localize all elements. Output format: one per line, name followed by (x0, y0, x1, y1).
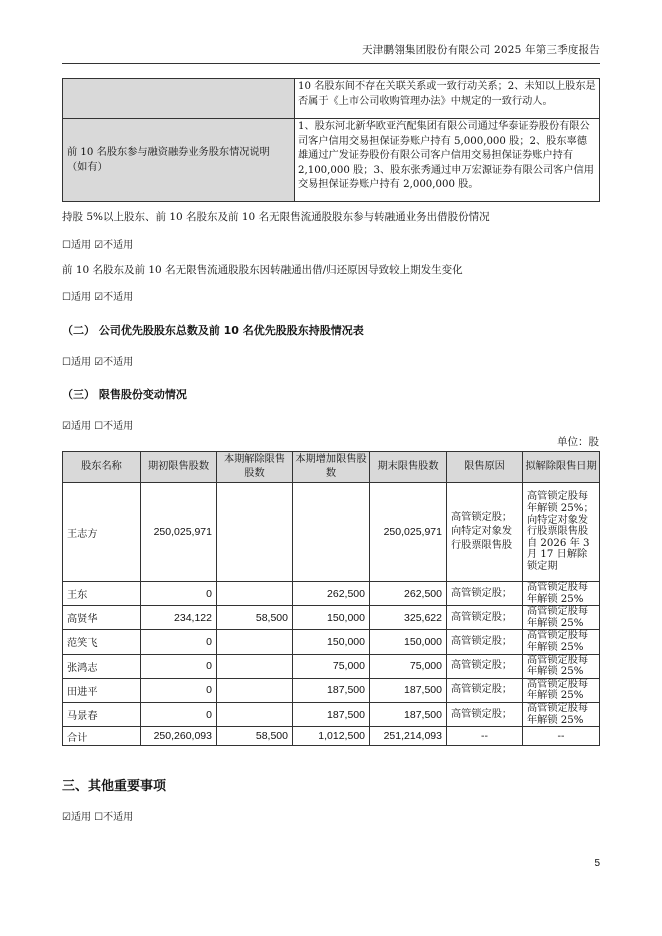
cell-plan: -- (523, 727, 600, 746)
cell-begin: 250,260,093 (141, 727, 217, 746)
cell-plan: 高管锁定股每年解锁 25% (523, 702, 600, 726)
cell-released: 58,500 (217, 606, 293, 630)
cell-reason: 高管锁定股； (447, 678, 523, 702)
cell-name: 田进平 (63, 678, 141, 702)
cell-end: 187,500 (370, 702, 447, 726)
cell-end: 187,500 (370, 678, 447, 702)
cell-begin: 234,122 (141, 606, 217, 630)
cell-name: 合计 (63, 727, 141, 746)
table-row (63, 582, 600, 606)
other-applicable-checkbox[interactable]: ☑适用 ☐不适用 (62, 812, 134, 823)
cell-plan: 高管锁定股每年解锁 25% (523, 630, 600, 654)
cell-reason: 高管锁定股； (447, 630, 523, 654)
cell-added: 187,500 (293, 702, 370, 726)
cell-end: 75,000 (370, 654, 447, 678)
cell-added: 187,500 (293, 678, 370, 702)
cell-added: 150,000 (293, 630, 370, 654)
change-applicable-checkbox[interactable]: ☐适用 ☑不适用 (62, 292, 134, 303)
cell-released (217, 654, 293, 678)
cell-end: 250,025,971 (370, 483, 447, 582)
restricted-shares-table (62, 451, 600, 746)
preferred-section-heading: （二） 公司优先股股东总数及前 10 名优先股股东持股情况表 (62, 324, 364, 337)
cell-plan: 高管锁定股每年解锁 25% (523, 678, 600, 702)
col-header-released: 本期解除限售股数 (217, 452, 293, 483)
report-header-title: 天津鹏翎集团股份有限公司 2025 年第三季度报告 (362, 44, 600, 56)
cell-begin: 0 (141, 582, 217, 606)
other-matters-heading: 三、其他重要事项 (62, 779, 167, 794)
table-row (63, 483, 600, 582)
cell-end: 325,622 (370, 606, 447, 630)
cell-released (217, 582, 293, 606)
cell-reason: -- (447, 727, 523, 746)
cell-added: 1,012,500 (293, 727, 370, 746)
table-row (63, 630, 600, 654)
header-divider (62, 63, 600, 64)
cell-end: 251,214,093 (370, 727, 447, 746)
cell-name: 高贤华 (63, 606, 141, 630)
table-row (63, 678, 600, 702)
restricted-applicable-checkbox[interactable]: ☑适用 ☐不适用 (62, 421, 134, 432)
cell-name: 张鸿志 (63, 654, 141, 678)
cell-begin: 0 (141, 654, 217, 678)
lending-section-title: 持股 5%以上股东、前 10 名股东及前 10 名无限售流通股股东参与转融通业务出借股份情况 (62, 211, 490, 223)
cell-name: 王志方 (63, 483, 141, 582)
cell-plan: 高管锁定股每年解锁 25% (523, 582, 600, 606)
cell-reason: 高管锁定股； (447, 606, 523, 630)
cell-added: 150,000 (293, 606, 370, 630)
col-header-shareholder: 股东名称 (63, 452, 141, 483)
cell-reason: 高管锁定股；向特定对象发行股票限售股 (447, 483, 523, 582)
unit-label: 单位：股 (557, 436, 599, 448)
notes-label-empty (63, 79, 295, 119)
table-row (63, 654, 600, 678)
cell-released (217, 678, 293, 702)
cell-reason: 高管锁定股； (447, 654, 523, 678)
change-section-title: 前 10 名股东及前 10 名无限售流通股股东因转融通出借/归还原因导致较上期发生变化 (62, 264, 463, 276)
cell-plan: 高管锁定股每年解锁 25%；向特定对象发行股票限售股自 2026 年 3 月 17 日解除锁定期 (523, 483, 600, 582)
cell-end: 262,500 (370, 582, 447, 606)
cell-begin: 0 (141, 702, 217, 726)
table-row (63, 702, 600, 726)
page-number: 5 (594, 858, 600, 869)
table-header-row (63, 452, 600, 483)
cell-name: 马景春 (63, 702, 141, 726)
cell-name: 王东 (63, 582, 141, 606)
cell-reason: 高管锁定股； (447, 702, 523, 726)
col-header-end: 期末限售股数 (370, 452, 447, 483)
margin-trading-label: 前 10 名股东参与融资融券业务股东情况说明（如有） (63, 119, 295, 202)
cell-released (217, 483, 293, 582)
cell-released: 58,500 (217, 727, 293, 746)
cell-end: 150,000 (370, 630, 447, 654)
cell-released (217, 702, 293, 726)
restricted-section-heading: （三） 限售股份变动情况 (62, 388, 187, 401)
related-party-note: 10 名股东间不存在关联关系或一致行动关系；2、未知以上股东是否属于《上市公司收购管理办法》中规定的一致行动人。 (295, 79, 600, 119)
cell-begin: 0 (141, 678, 217, 702)
cell-plan: 高管锁定股每年解锁 25% (523, 654, 600, 678)
table-row (63, 79, 600, 119)
cell-added (293, 483, 370, 582)
col-header-plan-date: 拟解除限售日期 (523, 452, 600, 483)
cell-begin: 0 (141, 630, 217, 654)
col-header-added: 本期增加限售股数 (293, 452, 370, 483)
cell-plan: 高管锁定股每年解锁 25% (523, 606, 600, 630)
cell-begin: 250,025,971 (141, 483, 217, 582)
preferred-applicable-checkbox[interactable]: ☐适用 ☑不适用 (62, 357, 134, 368)
cell-reason: 高管锁定股； (447, 582, 523, 606)
col-header-begin: 期初限售股数 (141, 452, 217, 483)
cell-added: 75,000 (293, 654, 370, 678)
col-header-reason: 限售原因 (447, 452, 523, 483)
total-row (63, 727, 600, 746)
cell-added: 262,500 (293, 582, 370, 606)
lending-applicable-checkbox[interactable]: ☐适用 ☑不适用 (62, 240, 134, 251)
shareholder-notes-table (62, 78, 600, 202)
table-row (63, 119, 600, 202)
table-row (63, 606, 600, 630)
cell-released (217, 630, 293, 654)
cell-name: 范笑飞 (63, 630, 141, 654)
margin-trading-note: 1、股东河北新华欧亚汽配集团有限公司通过华泰证券股份有限公司客户信用交易担保证券账户持有 5,000,000 股；2、股东辜德雄通过广发证券股份有限公司客户信用交易担保证券账户持有 2,100,000 股；3、股东张秀通过申万宏源证券有限公司客户信用交易担保证券账户持有 2,000,000 股。 (295, 119, 600, 202)
